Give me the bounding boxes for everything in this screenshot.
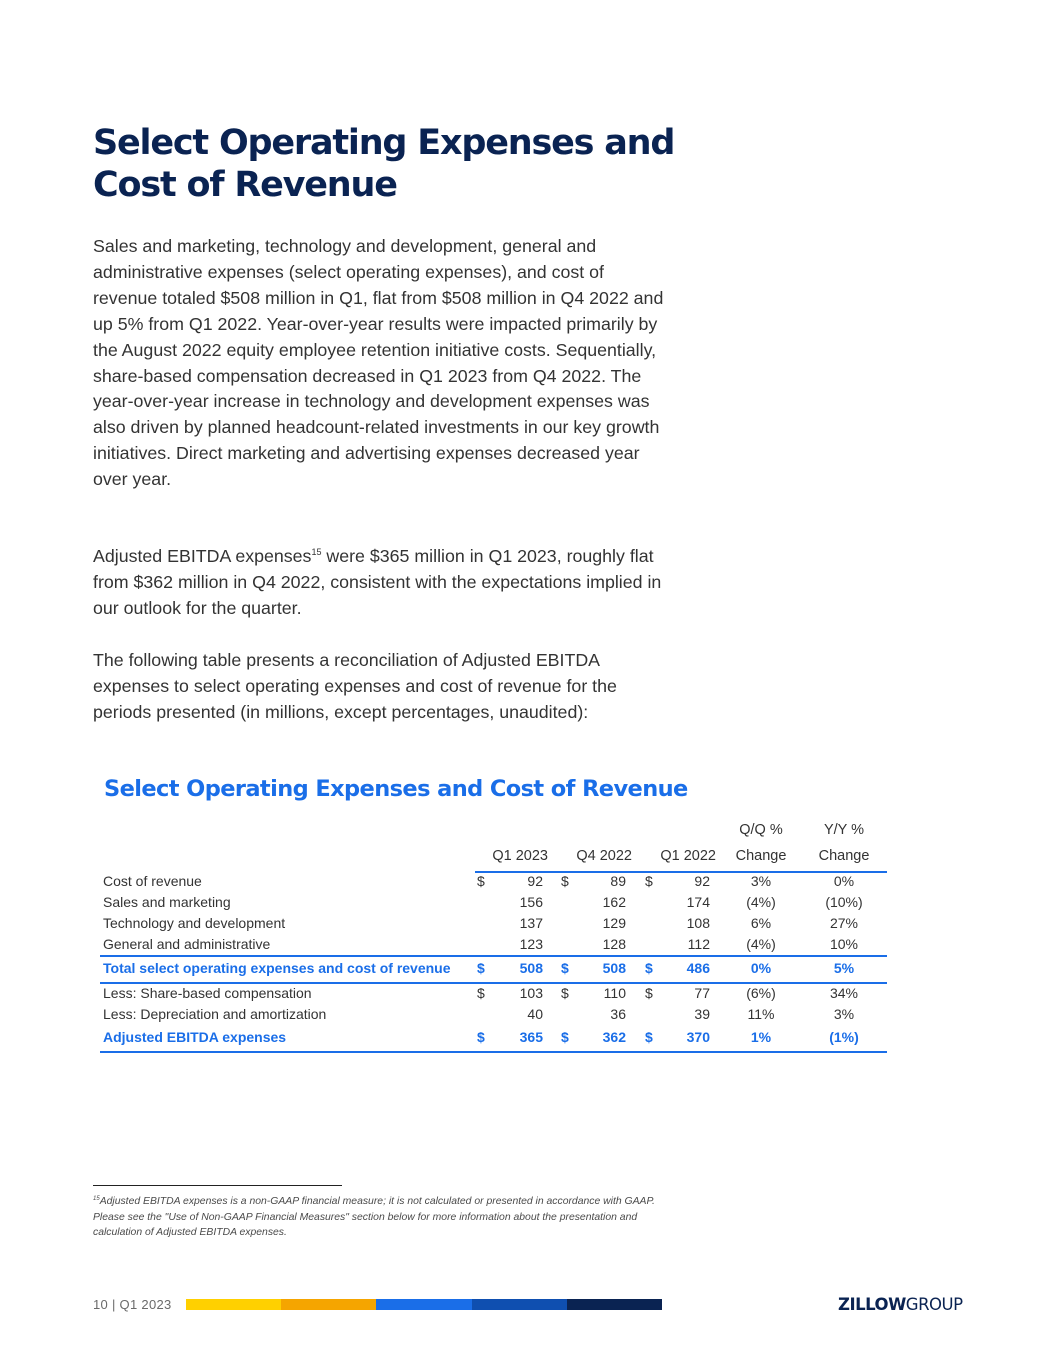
row-1-q1-2023: 156 (519, 894, 543, 910)
logo-wordmark-regular: GROUP (905, 1295, 963, 1314)
footnote-number: 15 (93, 1196, 100, 1202)
row-6-q1-2022: 39 (694, 1006, 710, 1022)
row-label-technology-and-development: Technology and development (103, 915, 286, 931)
row-0-qq-change: 3% (750, 873, 772, 889)
row-1-yy-change: (10%) (825, 894, 863, 910)
footnote (93, 1194, 668, 1241)
total-row-bottom-rule (100, 982, 887, 984)
row-4-q1-2022: 486 (686, 960, 710, 976)
page-title-line-1: Select Operating Expenses and (93, 123, 675, 163)
total-row-top-rule (100, 955, 887, 957)
page-title-line-2: Cost of Revenue (93, 165, 397, 205)
row-7-dollar-3: $ (645, 1029, 653, 1045)
footnote-text: Adjusted EBITDA expenses is a non-GAAP financial measure; it is not calculated or presented in accordance with GAAP. Please see the "Use of Non-GAAP Financial Measures" section below for more information about the presentation and calculation of Adjusted EBITDA expenses. (93, 1196, 655, 1239)
color-bar-segment (186, 1299, 281, 1310)
row-4-q4-2022: 508 (602, 960, 626, 976)
color-bar-segment (567, 1299, 662, 1310)
para2-text-end: were $365 million in Q1 2023, roughly flat from $362 million in Q4 2022, consistent with the expectations implied in our outlook for the quarter. (93, 546, 662, 618)
zillow-group-logo (838, 1295, 963, 1314)
row-4-dollar-1: $ (477, 960, 485, 976)
row-label-adjusted-ebitda-expenses: Adjusted EBITDA expenses (103, 1029, 287, 1045)
footnote-divider (93, 1185, 342, 1186)
color-bar-segment (472, 1299, 567, 1310)
row-2-q1-2023: 137 (519, 915, 543, 931)
body-paragraph-2 (93, 544, 668, 622)
row-1-q4-2022: 162 (602, 894, 626, 910)
row-4-q1-2023: 508 (519, 960, 543, 976)
row-7-dollar-1: $ (477, 1029, 485, 1045)
row-1-qq-change: (4%) (746, 894, 776, 910)
row-label-cost-of-revenue: Cost of revenue (103, 873, 202, 889)
header-q1-2022: Q1 2022 (660, 848, 716, 864)
header-yy-bottom: Change (818, 848, 870, 864)
row-3-qq-change: (4%) (746, 936, 776, 952)
row-2-yy-change: 27% (829, 915, 859, 931)
color-bar-segment (376, 1299, 472, 1310)
row-4-qq-change: 0% (750, 960, 772, 976)
row-label-total-select-expenses: Total select operating expenses and cost of revenue (103, 960, 451, 976)
row-label-share-based-compensation: Less: Share-based compensation (103, 985, 312, 1001)
row-7-yy-change: (1%) (829, 1029, 859, 1045)
row-5-q1-2023: 103 (519, 985, 543, 1001)
row-0-dollar-1: $ (477, 873, 485, 889)
footer-color-bar (186, 1299, 662, 1310)
row-0-q1-2022: 92 (694, 873, 710, 889)
color-bar-segment (281, 1299, 376, 1310)
table-bottom-rule (100, 1051, 887, 1053)
footnote-reference: 15 (311, 547, 322, 557)
row-5-qq-change: (6%) (746, 985, 776, 1001)
table-title: Select Operating Expenses and Cost of Revenue (104, 776, 688, 802)
row-7-q1-2023: 365 (519, 1029, 543, 1045)
row-7-qq-change: 1% (750, 1029, 772, 1045)
row-6-q4-2022: 36 (610, 1006, 626, 1022)
row-6-q1-2023: 40 (527, 1006, 543, 1022)
logo-wordmark-bold: ZILLOW (838, 1295, 906, 1314)
row-1-q1-2022: 174 (686, 894, 710, 910)
header-qq-top: Q/Q % (739, 822, 783, 838)
header-q4-2022: Q4 2022 (576, 848, 632, 864)
row-7-q4-2022: 362 (602, 1029, 626, 1045)
row-7-dollar-2: $ (561, 1029, 569, 1045)
row-5-dollar-3: $ (645, 985, 653, 1001)
header-yy-top: Y/Y % (823, 822, 865, 838)
page-title (93, 122, 693, 206)
row-0-dollar-2: $ (561, 873, 569, 889)
header-qq-bottom: Change (735, 848, 787, 864)
row-0-yy-change: 0% (833, 873, 855, 889)
row-2-qq-change: 6% (750, 915, 772, 931)
row-5-dollar-1: $ (477, 985, 485, 1001)
body-paragraph-3: The following table presents a reconciliation of Adjusted EBITDA expenses to select operating expenses and cost of revenue for the periods presented (in millions, except percentages, unaudited): (93, 650, 617, 722)
row-4-dollar-3: $ (645, 960, 653, 976)
expenses-table (100, 815, 887, 1060)
row-4-yy-change: 5% (833, 960, 855, 976)
row-7-q1-2022: 370 (686, 1029, 710, 1045)
para2-text-start: Adjusted EBITDA expenses (93, 546, 312, 566)
row-4-dollar-2: $ (561, 960, 569, 976)
row-0-q1-2023: 92 (527, 873, 543, 889)
row-3-yy-change: 10% (829, 936, 859, 952)
row-0-q4-2022: 89 (610, 873, 626, 889)
body-paragraph-1: Sales and marketing, technology and development, general and administrative expenses (select operating expenses), and cost of revenue totaled $508 million in Q1, flat from $508 million in Q4 2022 and up 5% from Q1 2022. Year-over-year results were impacted primarily by the August 2022 equity employee retention initiative costs. Sequentially, share-based compensation decreased in Q1 2023 from Q4 2022. The year-over-year increase in technology and development expenses was also driven by planned headcount-related investments in our key growth initiatives. Direct marketing and advertising expenses decreased year over year. (93, 236, 664, 490)
row-2-q4-2022: 129 (602, 915, 626, 931)
row-5-dollar-2: $ (561, 985, 569, 1001)
row-5-q1-2022: 77 (694, 985, 710, 1001)
row-label-depreciation-and-amortization: Less: Depreciation and amortization (103, 1006, 327, 1022)
row-3-q1-2023: 123 (519, 936, 543, 952)
page-number: 10 | Q1 2023 (93, 1297, 172, 1312)
row-6-yy-change: 3% (833, 1006, 855, 1022)
row-0-dollar-3: $ (645, 873, 653, 889)
header-q1-2023: Q1 2023 (492, 848, 548, 864)
row-3-q4-2022: 128 (602, 936, 626, 952)
row-label-sales-and-marketing: Sales and marketing (103, 894, 231, 910)
row-label-general-and-administrative: General and administrative (103, 936, 271, 952)
row-6-qq-change: 11% (747, 1006, 775, 1022)
row-5-yy-change: 34% (829, 985, 859, 1001)
row-2-q1-2022: 108 (686, 915, 710, 931)
row-5-q4-2022: 110 (603, 985, 626, 1001)
row-3-q1-2022: 112 (687, 936, 710, 952)
